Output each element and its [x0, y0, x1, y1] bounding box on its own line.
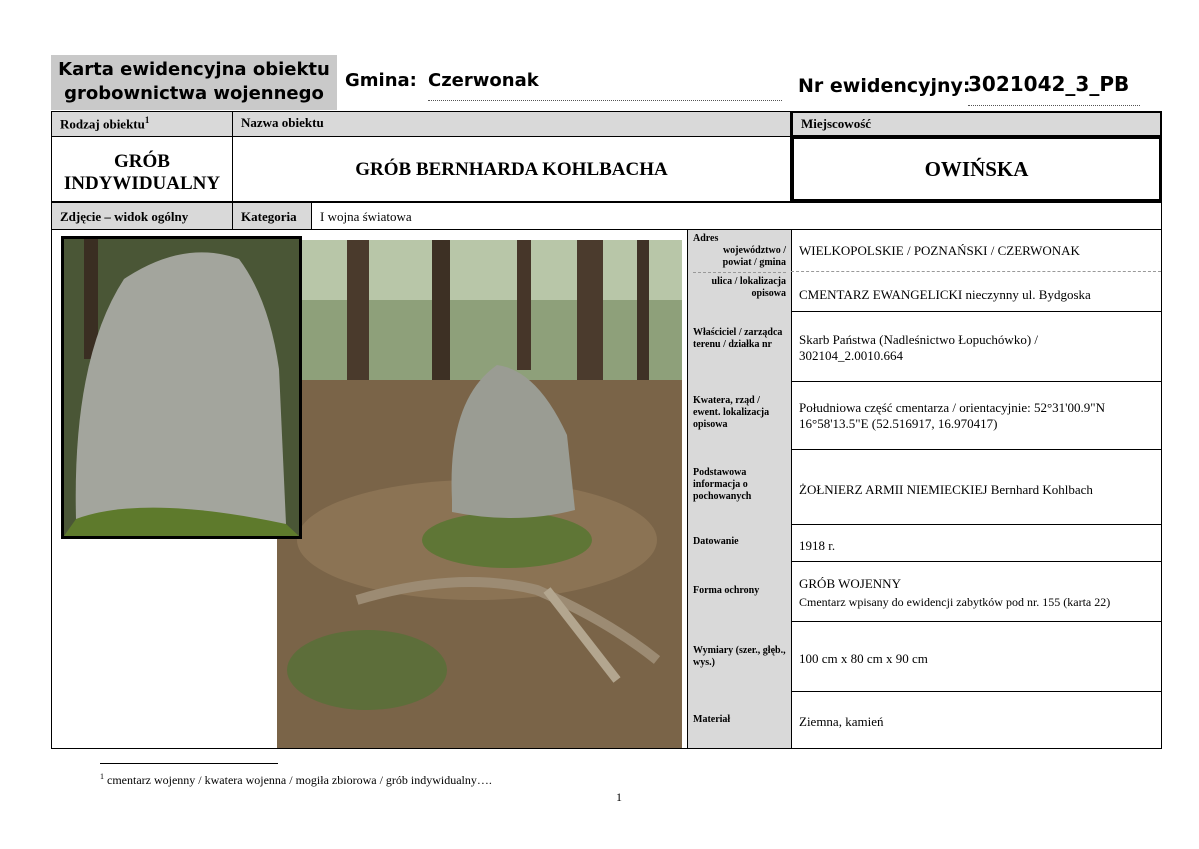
- footnote-number: 1: [100, 772, 104, 781]
- street-label: ulica / lokalizacja opisowa: [711, 276, 786, 299]
- address-value-divider: [791, 271, 1161, 272]
- owner-value-line-1: Skarb Państwa (Nadleśnictwo Łopuchówko) /: [799, 332, 1039, 347]
- registry-number-label: Nr ewidencyjny:: [798, 75, 971, 97]
- object-type-header-text: Rodzaj obiektu: [60, 116, 145, 132]
- voivodeship-value: WIELKOPOLSKIE / POZNAŃSKI / CZERWONAK: [799, 243, 1080, 258]
- locality-value: OWIŃSKA: [791, 136, 1162, 202]
- quarter-value-line-2: 16°58'13.5"E (52.516917, 16.970417): [799, 416, 998, 431]
- owner-label: Właściciel / zarządca terenu / działka nr: [687, 311, 791, 381]
- category-value: I wojna światowa: [311, 202, 1162, 230]
- photo-header: Zdjęcie – widok ogólny: [51, 202, 233, 230]
- category-header: Kategoria: [232, 202, 312, 230]
- object-type-header: [51, 111, 233, 137]
- gravestone-closeup: [64, 239, 299, 536]
- registry-dotted-line: [968, 105, 1140, 106]
- object-type-line-2: INDYWIDUALNY: [63, 173, 221, 194]
- gmina-dotted-line: [428, 100, 782, 101]
- protection-value: [791, 576, 1161, 610]
- voivodeship-label: województwo / powiat / gmina: [722, 245, 786, 268]
- footnote-mark: 1: [144, 115, 150, 125]
- object-type-value: [51, 136, 233, 202]
- dimensions-value: 100 cm x 80 cm x 90 cm: [799, 651, 928, 666]
- protection-value-line-1: GRÓB WOJENNY: [799, 576, 901, 591]
- title-line-2: grobownictwa wojennego: [64, 83, 324, 104]
- buried-info-label: Podstawowa informacja o pochowanych: [687, 449, 791, 524]
- footnote-separator: [100, 763, 278, 764]
- address-dashed-divider: [693, 272, 786, 273]
- material-value: Ziemna, kamień: [799, 714, 884, 729]
- address-label: Adres: [693, 233, 719, 244]
- quarter-value-line-1: Południowa część cmentarza / orientacyjnie: 52°31'00.9"N: [799, 400, 1105, 415]
- locality-header: Miejscowość: [791, 111, 1162, 137]
- buried-info-value: ŻOŁNIERZ ARMII NIEMIECKIEJ Bernhard Kohlbach: [799, 482, 1093, 497]
- address-label-cell: [687, 230, 791, 311]
- owner-value: [791, 332, 1161, 364]
- document-title: [51, 55, 337, 110]
- material-label: Materiał: [687, 691, 791, 748]
- gmina-value: Czerwonak: [428, 70, 539, 91]
- general-view-photo: [277, 240, 682, 748]
- object-type-line-1: GRÓB: [114, 151, 170, 172]
- forest-grave-photo: [277, 240, 682, 748]
- dating-label: Datowanie: [687, 524, 791, 561]
- protection-label: Forma ochrony: [687, 561, 791, 621]
- object-name-header: Nazwa obiektu: [232, 111, 791, 137]
- title-line-1: Karta ewidencyjna obiektu: [58, 59, 330, 80]
- object-name-value: GRÓB BERNHARDA KOHLBACHA: [232, 136, 791, 202]
- owner-value-line-2: 302104_2.0010.664: [799, 348, 903, 363]
- dimensions-label: Wymiary (szer., głęb., wys.): [687, 621, 791, 691]
- registry-number-value: 3021042_3_PB: [968, 72, 1130, 96]
- footnote: [100, 772, 492, 788]
- dating-value: 1918 r.: [799, 538, 836, 553]
- gmina-label: Gmina:: [345, 70, 417, 91]
- protection-value-line-2: Cmentarz wpisany do ewidencji zabytków pod nr. 155 (karta 22): [799, 595, 1111, 609]
- quarter-label: Kwatera, rząd / ewent. lokalizacja opisowa: [687, 381, 791, 449]
- quarter-value: [791, 400, 1161, 432]
- detail-photo: [61, 236, 302, 539]
- street-value: CMENTARZ EWANGELICKI nieczynny ul. Bydgoska: [799, 287, 1091, 302]
- footnote-text: cmentarz wojenny / kwatera wojenna / mogiła zbiorowa / grób indywidualny….: [107, 773, 492, 787]
- page-number: 1: [616, 790, 622, 804]
